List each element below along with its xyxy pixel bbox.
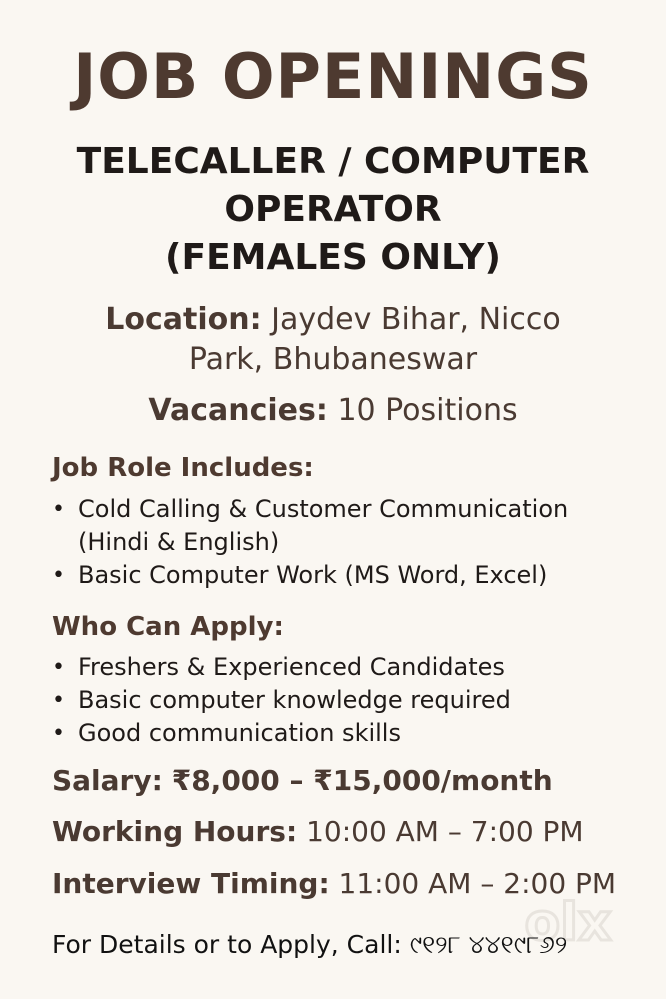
list-item: • Cold Calling & Customer Communication (Hindi & English)	[52, 493, 642, 559]
list-item: • Freshers & Experienced Candidates	[52, 651, 642, 684]
job-subtitle	[20, 138, 646, 282]
location-label: Location:	[105, 302, 262, 337]
vacancies-block	[20, 393, 646, 428]
salary-value: ₹8,000 – ₹15,000/month	[171, 764, 553, 797]
contact-line	[52, 930, 652, 960]
working-hours-row	[52, 815, 652, 848]
contact-label: For Details or to Apply, Call:	[52, 930, 402, 959]
subtitle-line-1: TELECALLER / COMPUTER	[76, 141, 590, 182]
contact-number: ୯୧୨୮ ୪୪୧୯୮୬୨	[409, 930, 568, 959]
subtitle-line-3: (FEMALES ONLY)	[165, 237, 501, 278]
interview-timing-value: 11:00 AM – 2:00 PM	[338, 867, 617, 900]
salary-label: Salary:	[52, 764, 163, 797]
list-item: • Good communication skills	[52, 717, 642, 750]
vacancies-label: Vacancies:	[148, 393, 328, 428]
who-can-apply-heading: Who Can Apply:	[52, 612, 284, 642]
working-hours-value: 10:00 AM – 7:00 PM	[306, 815, 584, 848]
who-can-apply-list	[52, 651, 642, 750]
interview-timing-label: Interview Timing:	[52, 867, 330, 900]
vacancies-value: 10 Positions	[337, 393, 518, 428]
salary-row	[52, 764, 652, 797]
job-role-list	[52, 493, 642, 592]
working-hours-label: Working Hours:	[52, 815, 298, 848]
poster-title: JOB OPENINGS	[73, 40, 593, 113]
location-value-line-2: Park, Bhubaneswar	[188, 342, 478, 377]
watermark-text: olx	[524, 893, 612, 952]
list-item: • Basic computer knowledge required	[52, 684, 642, 717]
location-block	[20, 300, 646, 380]
list-item: • Basic Computer Work (MS Word, Excel)	[52, 559, 642, 592]
job-role-heading: Job Role Includes:	[52, 453, 314, 483]
location-value-line-1: Jaydev Bihar, Nicco	[271, 302, 561, 337]
subtitle-line-2: OPERATOR	[224, 189, 442, 230]
